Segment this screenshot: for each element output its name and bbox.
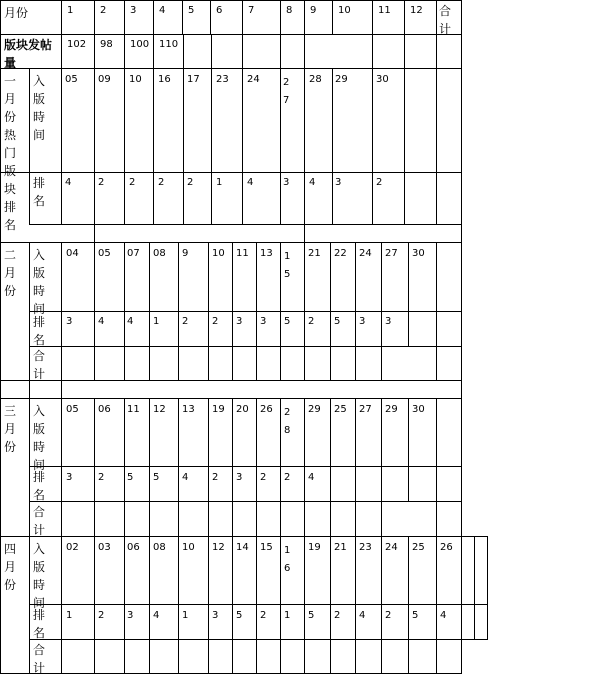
grid-vline [94,639,95,674]
section-4-rank-3: 3 [127,610,134,621]
grid-vline [211,34,212,69]
grid-vline [436,34,437,69]
section-4-date-1: 02 [66,542,79,553]
grid-vline [29,398,30,502]
section-1-date-11: 30 [376,74,389,85]
header-month-5: 5 [188,5,195,16]
section-3-date-5: 13 [182,404,195,415]
grid-vline [330,536,331,640]
section-2-date-12: 24 [359,248,372,259]
grid-vline [436,346,437,381]
section-4-rank-8: 2 [260,610,267,621]
grid-vline [256,639,257,674]
section-3-date-1: 05 [66,404,79,415]
grid-vline [153,34,154,69]
grid-vline [208,639,209,674]
section-1-month: 一月份热门版块排名 [4,74,17,232]
section-2-rank-4: 1 [153,316,160,327]
section-3-rank-3: 5 [127,472,134,483]
section-3-rank-10: 4 [308,472,315,483]
section-2-rank-13: 3 [385,316,392,327]
header-month-12: 12 [410,5,423,16]
grid-vline [355,501,356,537]
grid-vline [332,68,333,225]
grid-vline [124,536,125,640]
grid-vline [461,34,462,69]
grid-vline [381,639,382,674]
section-1-rank-6: 1 [216,177,223,188]
section-3-row3-label: 合计 [33,505,46,537]
grid-vline [330,639,331,674]
grid-vline [436,536,437,640]
section-4-rank-15: 4 [440,610,447,621]
grid-vline [61,639,62,674]
grid-vline [474,536,475,640]
grid-vline [436,68,437,225]
section-2-row2-label: 排名 [33,315,46,347]
grid-hline [0,398,462,399]
section-1-date-2: 09 [98,74,111,85]
header-month-9: 9 [310,5,317,16]
grid-vline [355,398,356,502]
grid-vline [436,242,437,347]
section-4-date-5: 10 [182,542,195,553]
section-4-date-8: 15 [260,542,273,553]
grid-vline [461,0,462,35]
section-2-rank-7: 3 [236,316,243,327]
grid-vline [242,68,243,225]
grid-vline [61,242,62,347]
section-2-rank-12: 3 [359,316,366,327]
grid-vline [304,639,305,674]
grid-vline [280,639,281,674]
section-4-rank-7: 5 [236,610,243,621]
grid-vline [149,346,150,381]
section-3-rank-2: 2 [98,472,105,483]
grid-vline [232,398,233,502]
grid-vline [61,0,62,35]
grid-vline [94,242,95,347]
grid-vline [404,68,405,225]
grid-vline [153,68,154,225]
section-3-date-14: 30 [412,404,425,415]
grid-vline [280,398,281,502]
grid-vline [178,536,179,640]
grid-vline [461,242,462,347]
grid-vline [178,346,179,381]
section-2-rank-5: 2 [182,316,189,327]
grid-vline [149,536,150,640]
grid-vline [29,68,30,225]
grid-vline [461,536,462,640]
section-4-date-4: 08 [153,542,166,553]
grid-vline [304,34,305,69]
section-1-rank-9: 4 [309,177,316,188]
grid-vline [280,0,281,35]
section-3-rank-9: 2 [284,472,291,483]
grid-hline [0,0,462,1]
grid-hline [29,604,488,605]
section-4-rank-1: 1 [66,610,73,621]
grid-vline [355,346,356,381]
header-month-1: 1 [67,5,74,16]
header-month-2: 2 [100,5,107,16]
section-3-row1-label: 入版時间 [33,404,46,472]
section-4-rank-5: 1 [182,610,189,621]
grid-vline [242,0,243,35]
section-2-date-6: 10 [212,248,225,259]
section-2-row3-label: 合计 [33,349,46,381]
grid-vline [149,398,150,502]
grid-vline [408,639,409,674]
grid-vline [94,224,95,243]
posts-label: 版块发帖量 [4,38,53,70]
grid-vline [256,501,257,537]
grid-vline [61,34,62,69]
section-2-month: 二月份 [4,248,17,298]
posts-value-2: 98 [100,39,113,50]
grid-vline [280,242,281,347]
header-month-6: 6 [216,5,223,16]
section-4-rank-10: 5 [308,610,315,621]
section-1-date-9: 28 [309,74,322,85]
section-1-rank-11: 2 [376,177,383,188]
header-month-10: 10 [338,5,351,16]
grid-vline [304,68,305,225]
grid-vline [232,242,233,347]
section-2-rank-3: 4 [127,316,134,327]
section-4-date-14: 25 [412,542,425,553]
grid-vline [280,346,281,381]
grid-vline [210,0,211,35]
grid-vline [178,639,179,674]
section-2-rank-1: 3 [66,316,73,327]
section-2-date-11: 22 [334,248,347,259]
grid-vline [461,68,462,225]
grid-vline [461,639,462,674]
section-3-rank-6: 2 [212,472,219,483]
header-month-7: 7 [248,5,255,16]
grid-vline [232,346,233,381]
grid-vline [404,0,405,35]
section-3-date-2: 06 [98,404,111,415]
section-2-date-1: 04 [66,248,79,259]
section-1-rank-8: 3 [283,177,290,188]
grid-vline [256,346,257,381]
grid-vline [436,501,437,537]
header-month-4: 4 [159,5,166,16]
section-1-date-3: 10 [129,74,142,85]
grid-vline [124,68,125,225]
section-1-row1-label: 入版時间 [33,74,46,142]
section-4-date-6: 12 [212,542,225,553]
grid-vline [29,242,30,347]
grid-vline [29,536,30,640]
grid-vline [178,398,179,502]
grid-vline [436,639,437,674]
section-1-rank-7: 4 [247,177,254,188]
section-2-date-9: 15 [284,251,291,280]
grid-vline [381,536,382,640]
section-1-date-1: 05 [65,74,78,85]
section-4-rank-12: 4 [359,610,366,621]
section-4-date-15: 26 [440,542,453,553]
section-4-row2-label: 排名 [33,608,46,640]
grid-vline [381,501,382,537]
grid-hline [0,34,462,35]
grid-vline [232,536,233,640]
grid-vline [94,501,95,537]
grid-vline [304,536,305,640]
grid-vline [280,536,281,640]
section-1-date-10: 29 [335,74,348,85]
section-3-date-6: 19 [212,404,225,415]
grid-vline [124,501,125,537]
section-4-date-11: 21 [334,542,347,553]
grid-vline [178,501,179,537]
section-3-date-11: 25 [334,404,347,415]
posts-value-3: 100 [130,39,150,50]
section-4-row3-label: 合计 [33,643,46,675]
section-4-date-2: 03 [98,542,111,553]
grid-hline [29,639,488,640]
grid-vline [94,68,95,225]
grid-vline [304,346,305,381]
grid-vline [330,501,331,537]
grid-vline [304,398,305,502]
section-4-rank-11: 2 [334,610,341,621]
grid-vline [0,0,1,35]
section-2-date-10: 21 [308,248,321,259]
section-2-row1-label: 入版時间 [33,248,46,316]
posts-value-4: 110 [159,39,179,50]
grid-vline [149,501,150,537]
section-4-month: 四月份 [4,542,17,592]
grid-vline [408,536,409,640]
section-2-rank-2: 4 [98,316,105,327]
section-2-date-5: 9 [182,248,189,259]
grid-vline [372,68,373,225]
section-2-rank-9: 5 [284,316,291,327]
section-2-date-13: 27 [385,248,398,259]
grid-vline [208,346,209,381]
grid-vline [355,639,356,674]
grid-hline [0,68,462,69]
section-3-month: 三月份 [4,404,17,454]
grid-vline [372,34,373,69]
section-2-date-14: 30 [412,248,425,259]
section-4-date-13: 24 [385,542,398,553]
grid-vline [61,380,62,399]
grid-vline [149,639,150,674]
section-2-date-3: 07 [127,248,140,259]
section-1-row2-label: 排名 [33,176,46,208]
section-4-date-10: 19 [308,542,321,553]
section-2-date-8: 13 [260,248,273,259]
grid-vline [0,0,1,674]
header-month-3: 3 [130,5,137,16]
grid-vline [242,34,243,69]
grid-hline [0,536,462,537]
section-3-rank-5: 4 [182,472,189,483]
section-1-rank-3: 2 [129,177,136,188]
grid-vline [208,398,209,502]
grid-vline [304,224,305,243]
section-3-date-13: 29 [385,404,398,415]
grid-vline [381,398,382,502]
grid-vline [280,501,281,537]
grid-vline [94,398,95,502]
section-4-date-7: 14 [236,542,249,553]
grid-hline [0,380,462,381]
section-3-date-9: 28 [284,407,291,436]
header-month-label: 月份 [4,6,29,20]
grid-vline [183,34,184,69]
grid-vline [94,536,95,640]
section-3-rank-8: 2 [260,472,267,483]
section-2-date-2: 05 [98,248,111,259]
section-1-date-6: 23 [216,74,229,85]
grid-vline [381,346,382,381]
header-total-label: 合计 [439,4,452,36]
grid-vline [461,380,462,399]
grid-vline [332,0,333,35]
grid-vline [461,346,462,381]
grid-vline [256,536,257,640]
grid-vline [178,242,179,347]
grid-vline [211,68,212,225]
grid-vline [436,398,437,502]
grid-vline [208,536,209,640]
grid-hline [0,172,462,173]
section-2-date-7: 11 [236,248,249,259]
grid-hline [0,673,462,674]
grid-vline [404,34,405,69]
section-4-date-3: 06 [127,542,140,553]
section-1-date-8: 27 [283,77,290,106]
grid-vline [124,398,125,502]
grid-vline [208,242,209,347]
section-3-date-8: 26 [260,404,273,415]
section-4-rank-14: 5 [412,610,419,621]
grid-vline [461,501,462,537]
grid-vline [372,0,373,35]
grid-vline [124,0,125,35]
section-2-rank-8: 3 [260,316,267,327]
grid-vline [232,639,233,674]
section-4-rank-9: 1 [284,610,291,621]
grid-vline [280,34,281,69]
grid-vline [94,0,95,35]
grid-vline [355,242,356,347]
grid-vline [408,242,409,347]
grid-vline [461,398,462,502]
section-3-rank-7: 3 [236,472,243,483]
section-4-rank-2: 2 [98,610,105,621]
grid-vline [124,639,125,674]
grid-vline [256,242,257,347]
section-4-rank-6: 3 [212,610,219,621]
section-3-date-3: 11 [127,404,140,415]
section-3-date-12: 27 [359,404,372,415]
section-1-date-5: 17 [187,74,200,85]
grid-vline [0,34,1,69]
section-4-date-9: 16 [284,545,291,574]
grid-vline [94,346,95,381]
grid-vline [94,34,95,69]
grid-vline [61,536,62,640]
section-1-rank-10: 3 [335,177,342,188]
section-2-rank-10: 2 [308,316,315,327]
section-4-rank-13: 2 [385,610,392,621]
section-1-rank-1: 4 [65,177,72,188]
header-month-8: 8 [286,5,293,16]
grid-vline [304,0,305,35]
header-month-11: 11 [378,5,391,16]
section-3-row2-label: 排名 [33,470,46,502]
section-3-rank-1: 3 [66,472,73,483]
section-1-rank-2: 2 [98,177,105,188]
grid-vline [153,0,154,35]
grid-vline [487,536,488,640]
grid-hline [0,242,462,243]
grid-vline [304,242,305,347]
grid-vline [208,501,209,537]
grid-vline [408,398,409,502]
section-3-date-10: 29 [308,404,321,415]
section-3-rank-4: 5 [153,472,160,483]
section-4-row1-label: 入版時间 [33,542,46,610]
grid-vline [61,68,62,225]
grid-vline [29,380,30,399]
grid-vline [280,68,281,225]
grid-vline [61,501,62,537]
section-3-date-4: 12 [153,404,166,415]
grid-vline [232,501,233,537]
grid-vline [124,34,125,69]
grid-vline [330,398,331,502]
section-2-rank-11: 5 [334,316,341,327]
section-4-date-12: 23 [359,542,372,553]
grid-vline [256,398,257,502]
grid-vline [183,68,184,225]
grid-vline [355,536,356,640]
section-2-date-4: 08 [153,248,166,259]
section-1-rank-4: 2 [158,177,165,188]
grid-vline [61,346,62,381]
section-1-rank-5: 2 [187,177,194,188]
section-4-rank-4: 4 [153,610,160,621]
grid-vline [304,501,305,537]
grid-vline [149,242,150,347]
grid-vline [436,0,437,35]
posts-value-1: 102 [67,39,87,50]
section-1-date-4: 16 [158,74,171,85]
section-2-rank-6: 2 [212,316,219,327]
section-1-date-7: 24 [247,74,260,85]
section-3-date-7: 20 [236,404,249,415]
grid-vline [124,346,125,381]
grid-vline [182,0,183,35]
grid-vline [330,242,331,347]
grid-vline [330,346,331,381]
grid-vline [124,242,125,347]
grid-vline [61,398,62,502]
grid-vline [381,242,382,347]
